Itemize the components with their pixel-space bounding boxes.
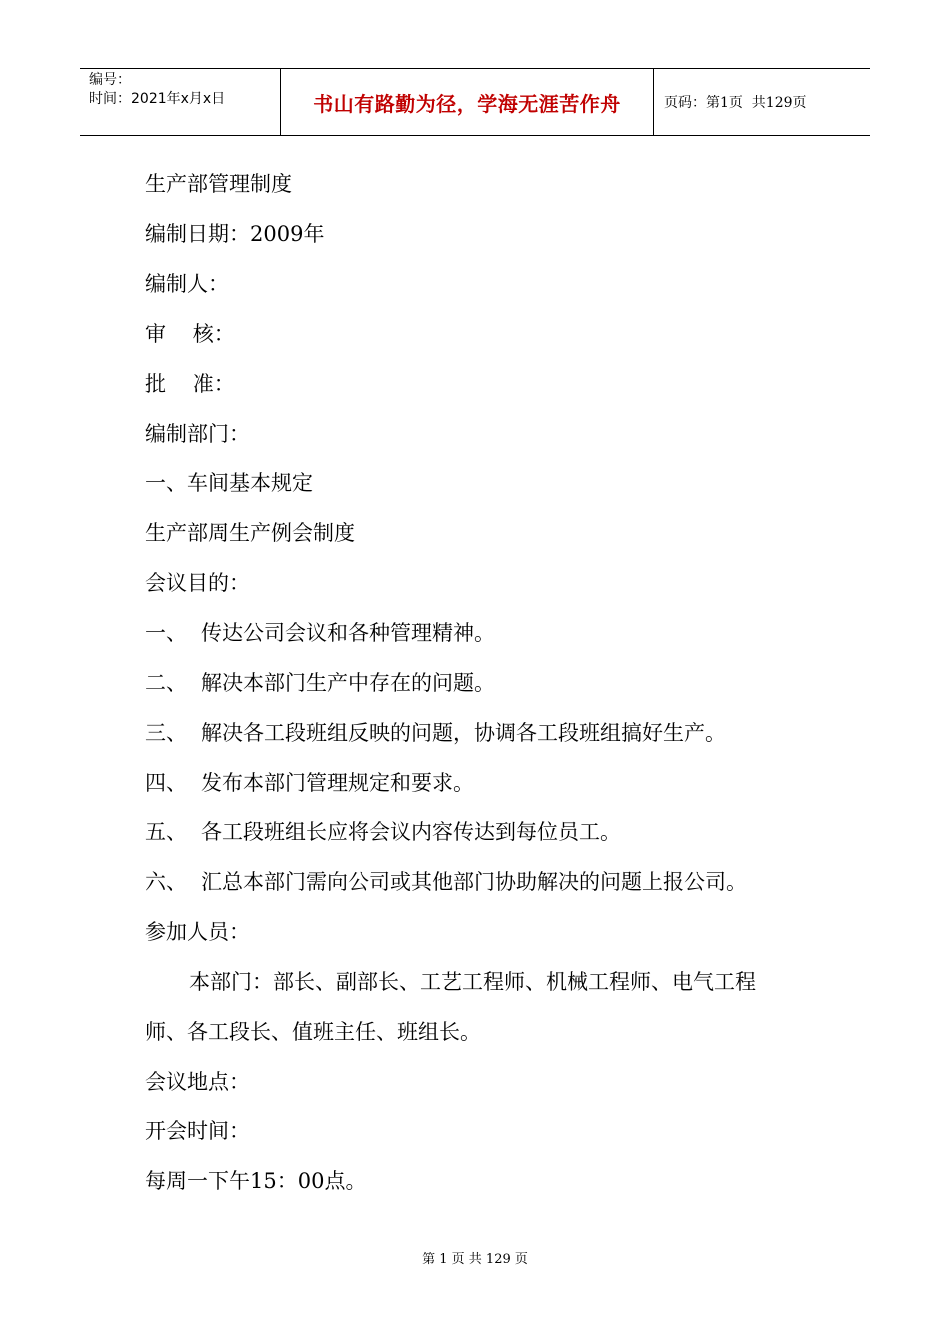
list-item [145,820,621,844]
document-title: 生产部管理制度 [145,172,292,196]
list-item-number: 一、 [145,621,187,645]
document-time-label: 时间：2021年x月x日 [89,91,226,107]
purpose-label: 会议目的： [145,571,250,595]
list-item-text: 各工段班组长应将会议内容传达到每位员工。 [201,820,621,844]
document-number-label: 编号： [89,72,131,88]
list-item-text: 传达公司会议和各种管理精神。 [201,621,495,645]
list-item-text: 汇总本部门需向公司或其他部门协助解决的问题上报公司。 [201,870,747,894]
location-label: 会议地点： [145,1070,250,1094]
list-item [145,671,495,695]
list-item-number: 五、 [145,820,187,844]
department-field: 编制部门： [145,422,250,446]
list-item-text: 发布本部门管理规定和要求。 [201,771,474,795]
reviewer-field: 审 核： [145,322,235,346]
meeting-time-value: 每周一下午15：00点。 [145,1169,367,1193]
compile-date: 编制日期：2009年 [145,222,325,246]
list-item-number: 四、 [145,771,187,795]
page-footer: 第 1 页 共 129 页 [422,1252,528,1267]
participants-label: 参加人员： [145,920,250,944]
list-item-text: 解决本部门生产中存在的问题。 [201,671,495,695]
section-heading: 一、车间基本规定 [145,471,313,495]
list-item-number: 六、 [145,870,187,894]
list-item-number: 三、 [145,721,187,745]
list-item [145,621,495,645]
meeting-time-label: 开会时间： [145,1119,250,1143]
header-meta-cell [80,69,281,135]
list-item [145,870,747,894]
participants-line-2: 师、各工段长、值班主任、班组长。 [145,1020,481,1044]
list-item [145,771,474,795]
header-motto-cell [281,69,654,135]
header-table [80,68,870,136]
compiler-field: 编制人： [145,272,229,296]
header-page-cell [654,69,870,135]
meeting-title: 生产部周生产例会制度 [145,521,355,545]
list-item [145,721,726,745]
approver-field: 批 准： [145,372,235,396]
list-item-text: 解决各工段班组反映的问题，协调各工段班组搞好生产。 [201,721,726,745]
header-page-info: 页码：第1页 共129页 [664,95,807,111]
header-motto: 书山有路勤为径，学海无涯苦作舟 [313,91,621,116]
list-item-number: 二、 [145,671,187,695]
participants-line-1: 本部门：部长、副部长、工艺工程师、机械工程师、电气工程 [189,970,756,994]
